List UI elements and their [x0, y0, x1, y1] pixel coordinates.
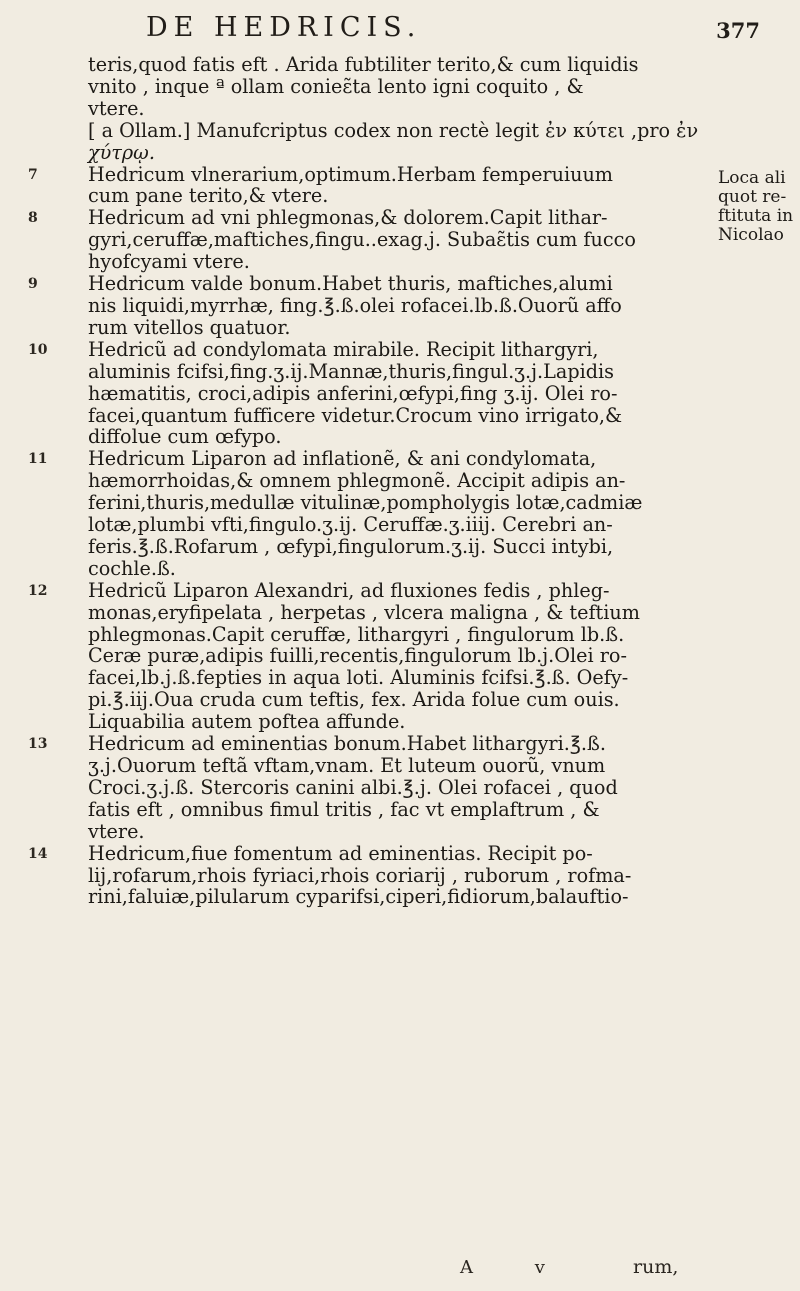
paragraph-number: 14 [28, 845, 48, 862]
text-line: lij,rofarum,rhois fyriaci,rhois coriarij , ruborum , rofma- [88, 863, 632, 887]
recipe-paragraph-7 [28, 162, 688, 208]
paragraph-number: 10 [28, 341, 48, 358]
text-line: phlegmonas.Capit ceruffæ, lithargyri , fingulorum lb.ß. [88, 622, 625, 646]
paragraph-number: 12 [28, 582, 48, 599]
text-line: Hedricum Liparon ad inflationẽ, & ani condylomata, [88, 447, 597, 471]
text-line: cum pane terito,& vtere. [88, 184, 329, 208]
text-line: vtere. [88, 96, 145, 120]
margin-note-line: Loca ali [718, 168, 786, 188]
text-line: nis liquidi,myrrhæ, fing.℥.ß.olei rofacei.lb.ß.Ouorũ affo [88, 293, 622, 317]
paragraph-number: 7 [28, 166, 38, 183]
text-line: teris,quod fatis eft . Arida fubtiliter terito,& cum liquidis [88, 53, 639, 76]
text-line: monas,eryfipelata , herpetas , vlcera maligna , & teftium [88, 600, 640, 624]
text-line: cochle.ß. [88, 556, 176, 580]
body-text [28, 53, 699, 909]
recipe-paragraph-8 [28, 206, 688, 274]
intro-block [88, 54, 688, 120]
recipe-paragraph-11 [28, 447, 688, 580]
margin-note-line: Nicolao [718, 225, 784, 245]
paragraph-number: 13 [28, 736, 48, 753]
recipe-paragraph-13 [28, 732, 688, 843]
margin-note-line: quot re- [718, 187, 787, 207]
text-line: fatis eft , omnibus fimul tritis , fac vt emplaftrum , & [88, 797, 600, 821]
recipe-paragraph-10 [28, 337, 688, 449]
paragraph-number: 11 [28, 451, 48, 468]
text-line: ferini,thuris,medullæ vitulinæ,pompholygis lotæ,cadmiæ [88, 491, 643, 515]
text-line: Hedricum ad eminentias bonum.Habet lithargyri.℥.ß. [88, 732, 606, 756]
text-line: facei,lb.j.ß.fepties in aqua loti. Aluminis fcifsi.℥.ß. Oefy- [88, 666, 629, 690]
footnote-line: χύτρῳ. [88, 140, 155, 164]
text-line: Hedricum ad vni phlegmonas,& dolorem.Capit lithar- [88, 206, 608, 230]
text-line: hæmorrhoidas,& omnem phlegmonẽ. Accipit adipis an- [88, 469, 626, 493]
page-header [140, 8, 760, 48]
text-line: ʒ.j.Ouorum teftã vftam,vnam. Et luteum ouorũ, vnum [88, 754, 606, 777]
recipe-paragraph-14 [28, 841, 688, 909]
text-line: vnito , inque ª ollam conieɛ̃ta lento igni coquito , & [88, 74, 584, 98]
margin-note [718, 169, 796, 245]
text-line: hæmatitis, croci,adipis anferini,œfypi,fing ʒ.ij. Olei ro- [88, 381, 618, 405]
text-line: hyofcyami vtere. [88, 250, 250, 274]
text-line: Liquabilia autem poftea affunde. [88, 710, 406, 734]
recipe-paragraph-9 [28, 272, 688, 339]
text-line: rum vitellos quatuor. [88, 315, 291, 339]
catchword: rum, [633, 1256, 679, 1278]
paragraph-number: 9 [28, 276, 38, 293]
text-line: vtere. [88, 819, 145, 843]
paragraph-number: 8 [28, 210, 38, 227]
text-line: gyri,ceruffæ,maftiches,fingu..exag.j. Subaɛ̃tis cum fucco [88, 228, 636, 252]
text-line: Hedricũ Liparon Alexandri, ad fluxiones fedis , phleg- [88, 578, 610, 602]
text-line: facei,quantum fufficere videtur.Crocum vino irrigato,& [88, 403, 623, 427]
text-line: aluminis fcifsi,fing.ʒ.ij.Mannæ,thuris,fingul.ʒ.j.Lapidis [88, 359, 615, 383]
text-line: rini,faluiæ,pilularum cyparifsi,ciperi,fidiorum,balauftio- [88, 885, 629, 909]
text-line: diffolue cum œfypo. [88, 425, 282, 449]
text-line: Croci.ʒ.j.ß. Stercoris canini albi.℥.j. Olei rofacei , quod [88, 775, 618, 799]
text-line: Hedricum vlnerarium,optimum.Herbam femperuiuum [88, 162, 614, 186]
running-head: DE HEDRICIS. [146, 12, 422, 43]
margin-note-line: ftituta in [718, 206, 794, 226]
signature-mark: A v [460, 1257, 573, 1278]
text-line: pi.℥.iij.Oua cruda cum teftis, fex. Arida folue cum ouis. [88, 688, 620, 712]
text-line: feris.℥.ß.Rofarum , œfypi,fingulorum.ʒ.ij. Succi intybi, [88, 534, 614, 558]
text-line: Ceræ puræ,adipis fuilli,recentis,fingulorum lb.j.Olei ro- [88, 644, 627, 668]
page-number: 377 [716, 18, 760, 43]
text-line: Hedricum valde bonum.Habet thuris, maftiches,alumi [88, 272, 613, 296]
footnote-line: [ a Ollam.] Manufcriptus codex non rectè legit ἐν κύτει ,pro ἐν [88, 118, 699, 142]
text-line: Hedricum,fiue fomentum ad eminentias. Recipit po- [88, 841, 593, 865]
footnote-block [88, 118, 699, 164]
text-line: lotæ,plumbi vfti,fingulo.ʒ.ij. Ceruffæ.ʒ.iiij. Cerebri an- [88, 513, 613, 537]
text-line: Hedricũ ad condylomata mirabile. Recipit lithargyri, [88, 337, 599, 361]
recipe-paragraph-12 [28, 578, 688, 734]
